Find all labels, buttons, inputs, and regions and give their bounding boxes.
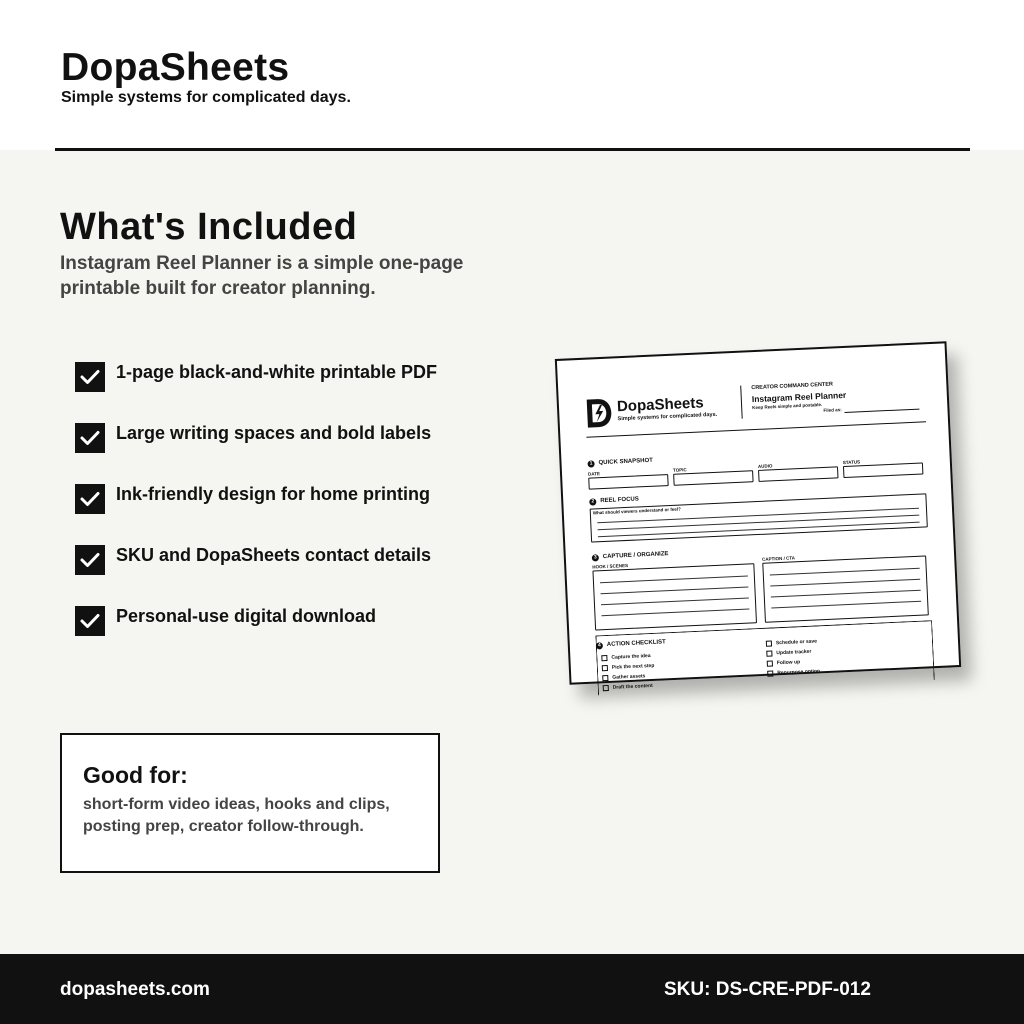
footer [0,954,1024,1024]
checkmark-icon [75,545,105,575]
checklist-item: Capture the idea [611,653,651,661]
field-box [843,462,923,478]
checkbox [601,655,607,661]
section-title: What's Included [60,206,358,248]
feature-list [75,361,455,666]
field-label: TOPIC [672,467,687,473]
reel-focus-prompt: What should viewers understand or feel? [592,506,681,516]
preview-sheet [555,341,961,691]
preview-rule [586,421,926,437]
checkmark-icon [75,362,105,392]
good-for-title: Good for: [83,762,188,788]
checklist-item: Draft the content [612,682,653,691]
checkbox [602,675,608,681]
feature-text: Personal-use digital download [116,606,377,626]
preview-center-label: CREATOR COMMAND CENTER [751,381,834,392]
checklist-item: Pick the next step [611,662,655,671]
checkbox [766,641,772,647]
checkmark-icon [75,423,105,453]
website-link[interactable]: dopasheets.com [60,979,210,1000]
field-box [673,470,753,486]
field-label: AUDIO [757,463,773,469]
checkbox [603,685,609,691]
preview-divider [740,386,742,419]
feature-item [75,361,455,422]
caption-cta-box [762,555,929,622]
feature-text: Ink-friendly design for home printing [116,484,431,504]
section-heading: REEL FOCUS [600,496,639,505]
section-number: 3 [592,554,599,561]
preview-brand: DopaSheets [616,394,705,416]
feature-text: 1-page black-and-white printable PDF [116,362,438,382]
preview-title: Instagram Reel Planner [751,389,847,405]
feature-item [75,483,455,544]
brand-tagline: Simple systems for complicated days. [61,89,351,106]
section-heading: QUICK SNAPSHOT [598,457,653,467]
field-box [588,474,668,490]
field-box [758,466,838,482]
section-number: 1 [587,460,594,467]
checklist-item: Repurpose option [777,668,821,677]
checkmark-icon [75,484,105,514]
section-number: 4 [596,642,603,649]
field-label: STATUS [842,459,861,466]
printable-preview [555,341,961,691]
checklist-item: Update tracker [776,648,812,657]
section-number: 2 [589,498,596,505]
section-heading: ACTION CHECKLIST [606,639,666,648]
checkbox [766,650,772,656]
section-heading: CAPTURE / ORGANIZE [602,551,669,561]
brand-name: DopaSheets [61,46,290,89]
checklist-item: Schedule or save [775,638,818,647]
feature-item [75,605,455,666]
header [0,0,1024,150]
column-label: CAPTION / CTA [761,555,796,562]
header-divider [55,148,970,151]
checklist-item: Follow up [776,659,801,667]
preview-filed-line [845,409,920,413]
column-label: HOOK / SCENES [592,562,629,570]
feature-item [75,422,455,483]
checkbox [767,670,773,676]
checklist-item: Gather assets [612,673,646,681]
section-description: Instagram Reel Planner is a simple one-page printable built for creator planning. [60,253,464,299]
preview-tagline: Simple systems for complicated days. [617,411,718,423]
feature-item [75,544,455,605]
feature-text: SKU and DopaSheets contact details [116,545,432,565]
hook-scenes-box [592,563,757,630]
dopasheets-logo-icon [585,396,614,429]
checkbox [602,665,608,671]
preview-subtitle: Keep Reels simple and postable. [752,401,823,411]
good-for-box [60,733,440,873]
preview-filed-label: Filed as: [823,407,842,413]
checkbox [767,660,773,666]
good-for-text: short-form video ideas, hooks and clips, posting prep, creator follow-through. [83,796,390,835]
checkmark-icon [75,606,105,636]
sku-label: SKU: DS-CRE-PDF-012 [664,979,871,1000]
feature-text: Large writing spaces and bold labels [116,423,432,443]
field-label: DATE [587,471,601,477]
